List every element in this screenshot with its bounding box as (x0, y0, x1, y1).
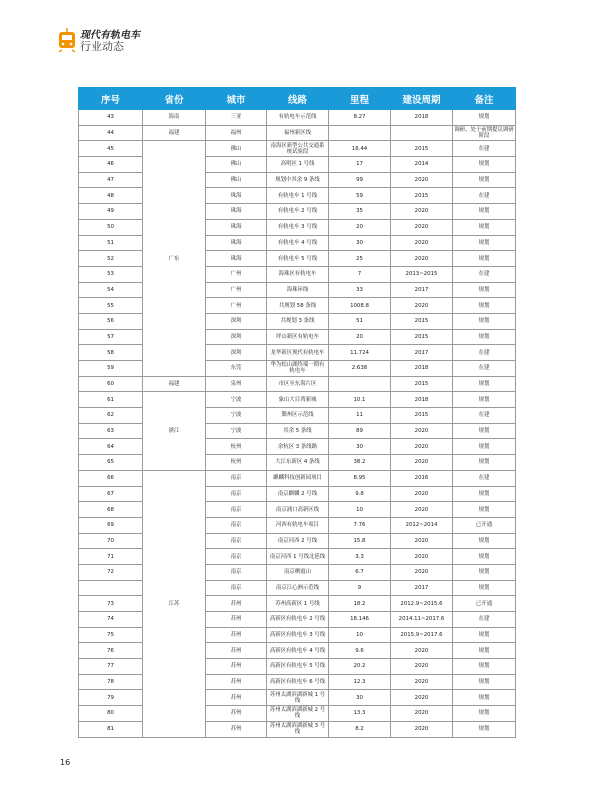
cell-mileage: 9 (329, 580, 391, 596)
cell-note: 规划 (453, 533, 516, 549)
cell-mileage: 3.3 (329, 549, 391, 565)
cell-mileage: 8.95 (329, 470, 391, 486)
cell-province: 浙江 (143, 392, 206, 470)
cell-no: 74 (79, 612, 143, 628)
cell-city: 佛山 (206, 141, 267, 157)
cell-line: 有轨电车 5 号线 (267, 251, 329, 267)
cell-city: 佛山 (206, 157, 267, 173)
cell-mileage: 8.27 (329, 110, 391, 126)
cell-note: 规划 (453, 251, 516, 267)
cell-note: 规划 (453, 282, 516, 298)
cell-line: 福州新区线 (267, 125, 329, 141)
cell-mileage: 18.146 (329, 612, 391, 628)
cell-mileage: 7 (329, 266, 391, 282)
cell-mileage: 20 (329, 329, 391, 345)
cell-line: 高明区 1 号线 (267, 157, 329, 173)
cell-note: 规划 (453, 110, 516, 126)
table-row (79, 470, 516, 486)
cell-period (391, 125, 453, 141)
cell-period: 2015 (391, 376, 453, 392)
cell-period: 2020 (391, 298, 453, 314)
cell-period: 2020 (391, 674, 453, 690)
cell-mileage (329, 125, 391, 141)
cell-no: 44 (79, 125, 143, 141)
cell-note: 规划 (453, 549, 516, 565)
cell-mileage: 10 (329, 627, 391, 643)
cell-city: 苏州 (206, 706, 267, 722)
cell-no: 43 (79, 110, 143, 126)
cell-line: 有轨电车 4 号线 (267, 235, 329, 251)
cell-mileage: 20 (329, 219, 391, 235)
cell-mileage: 89 (329, 423, 391, 439)
cell-period: 2020 (391, 643, 453, 659)
cell-note: 规划 (453, 627, 516, 643)
cell-mileage: 38.2 (329, 455, 391, 471)
cell-line: 海珠环线 (267, 282, 329, 298)
cell-line: 华为松山湖终端一期有轨电车 (267, 361, 329, 377)
cell-line: 南海区新型公共交通系统试验段 (267, 141, 329, 157)
col-header-city: 城市 (206, 88, 267, 110)
cell-line: 高新区有轨电车 6 号线 (267, 674, 329, 690)
cell-line: 大江东新区 4 条线 (267, 455, 329, 471)
cell-city: 南京 (206, 564, 267, 580)
cell-note: 规划 (453, 674, 516, 690)
cell-no: 57 (79, 329, 143, 345)
cell-line: 海珠区有轨电车 (267, 266, 329, 282)
cell-mileage: 25 (329, 251, 391, 267)
cell-city: 杭州 (206, 439, 267, 455)
cell-city: 苏州 (206, 627, 267, 643)
cell-note: 规划 (453, 219, 516, 235)
cell-province: 江苏 (143, 470, 206, 737)
cell-city: 苏州 (206, 721, 267, 737)
cell-city: 深圳 (206, 345, 267, 361)
col-header-line: 线路 (267, 88, 329, 110)
cell-period: 2020 (391, 486, 453, 502)
cell-city: 苏州 (206, 659, 267, 675)
cell-period: 2017 (391, 282, 453, 298)
cell-line: 苏州太湖滨湖新城 1 号线 (267, 690, 329, 706)
cell-province: 福建 (143, 125, 206, 141)
cell-note: 规划 (453, 157, 516, 173)
cell-city: 珠海 (206, 204, 267, 220)
cell-city: 苏州 (206, 612, 267, 628)
cell-no: 63 (79, 423, 143, 439)
cell-period: 2012.9~2015.6 (391, 596, 453, 612)
cell-mileage: 35 (329, 204, 391, 220)
cell-note: 在建 (453, 470, 516, 486)
cell-city: 南京 (206, 502, 267, 518)
table-header-row (79, 88, 516, 110)
cell-line: 高新区有轨电车 4 号线 (267, 643, 329, 659)
cell-city: 苏州 (206, 674, 267, 690)
cell-note: 规划 (453, 439, 516, 455)
cell-period: 2020 (391, 423, 453, 439)
cell-note: 规划 (453, 486, 516, 502)
cell-no: 45 (79, 141, 143, 157)
cell-no: 68 (79, 502, 143, 518)
cell-no (79, 580, 143, 596)
cell-line: 规划中其余 9 条线 (267, 172, 329, 188)
cell-period: 2017 (391, 345, 453, 361)
cell-mileage: 1008.8 (329, 298, 391, 314)
cell-no: 67 (79, 486, 143, 502)
cell-period: 2020 (391, 204, 453, 220)
cell-period: 2020 (391, 251, 453, 267)
cell-city: 宁波 (206, 423, 267, 439)
col-header-province: 省份 (143, 88, 206, 110)
cell-no: 75 (79, 627, 143, 643)
cell-city: 三亚 (206, 110, 267, 126)
cell-city: 广州 (206, 298, 267, 314)
cell-period: 2015.9~2017.6 (391, 627, 453, 643)
cell-city: 福州 (206, 125, 267, 141)
brand-title: 现代有轨电车 (80, 30, 140, 41)
cell-note: 在建 (453, 361, 516, 377)
cell-note: 规划 (453, 329, 516, 345)
cell-mileage: 7.76 (329, 517, 391, 533)
cell-period: 2018 (391, 361, 453, 377)
cell-line: 余杭区 3 条线路 (267, 439, 329, 455)
cell-mileage: 16.44 (329, 141, 391, 157)
cell-no: 62 (79, 408, 143, 424)
cell-city: 宁波 (206, 392, 267, 408)
cell-no: 73 (79, 596, 143, 612)
page-number: 16 (60, 758, 71, 767)
cell-line: 南京江心洲示范线 (267, 580, 329, 596)
cell-note: 规划 (453, 172, 516, 188)
cell-period: 2015 (391, 188, 453, 204)
cell-mileage: 12.3 (329, 674, 391, 690)
cell-city: 东莞 (206, 361, 267, 377)
cell-line: 南京河西 2 号线 (267, 533, 329, 549)
col-header-period: 建设周期 (391, 88, 453, 110)
cell-period: 2020 (391, 659, 453, 675)
cell-mileage: 59 (329, 188, 391, 204)
cell-no: 50 (79, 219, 143, 235)
cell-mileage: 9.8 (329, 486, 391, 502)
cell-mileage: 18.2 (329, 596, 391, 612)
table-row (79, 110, 516, 126)
cell-no: 71 (79, 549, 143, 565)
table-row (79, 125, 516, 141)
cell-period: 2020 (391, 690, 453, 706)
cell-city: 苏州 (206, 690, 267, 706)
cell-note: 在建 (453, 612, 516, 628)
cell-period: 2018 (391, 110, 453, 126)
cell-line: 南京栖霞山 (267, 564, 329, 580)
cell-city: 广州 (206, 266, 267, 282)
cell-city: 南京 (206, 517, 267, 533)
tram-lines-table (78, 87, 516, 738)
cell-note: 在建 (453, 141, 516, 157)
cell-no: 48 (79, 188, 143, 204)
cell-note: 在建 (453, 408, 516, 424)
cell-no: 58 (79, 345, 143, 361)
tram-logo-icon (58, 28, 76, 52)
cell-mileage: 11.724 (329, 345, 391, 361)
cell-city: 南京 (206, 486, 267, 502)
cell-note: 规划 (453, 690, 516, 706)
cell-no: 69 (79, 517, 143, 533)
cell-line: 麒麟科技创新园项目 (267, 470, 329, 486)
cell-period: 2015 (391, 313, 453, 329)
cell-line: 坪山新区有轨电车 (267, 329, 329, 345)
cell-note: 规划 (453, 313, 516, 329)
cell-period: 2017 (391, 580, 453, 596)
cell-note: 规划 (453, 204, 516, 220)
cell-line: 高新区有轨电车 5 号线 (267, 659, 329, 675)
cell-line: 高新区有轨电车 3 号线 (267, 627, 329, 643)
cell-line: 南京浦口高新区线 (267, 502, 329, 518)
cell-line: 象山大目湾新城 (267, 392, 329, 408)
cell-note: 规划 (453, 643, 516, 659)
cell-period: 2015 (391, 408, 453, 424)
cell-period: 2016 (391, 470, 453, 486)
cell-city: 南京 (206, 549, 267, 565)
table-body (79, 110, 516, 738)
cell-no: 72 (79, 564, 143, 580)
cell-line: 有轨电车示范线 (267, 110, 329, 126)
cell-line: 苏州太湖滨湖新城 2 号线 (267, 706, 329, 722)
cell-period: 2020 (391, 219, 453, 235)
cell-note: 规划 (453, 455, 516, 471)
cell-mileage (329, 376, 391, 392)
cell-no: 60 (79, 376, 143, 392)
cell-mileage: 99 (329, 172, 391, 188)
cell-line: 苏州太湖滨湖新城 3 号线 (267, 721, 329, 737)
cell-period: 2018 (391, 392, 453, 408)
cell-note: 规划 (453, 580, 516, 596)
cell-no: 81 (79, 721, 143, 737)
cell-period: 2014 (391, 157, 453, 173)
cell-period: 2012~2014 (391, 517, 453, 533)
col-header-mileage: 里程 (329, 88, 391, 110)
cell-city: 南京 (206, 580, 267, 596)
cell-period: 2020 (391, 235, 453, 251)
cell-mileage: 20.2 (329, 659, 391, 675)
cell-mileage: 51 (329, 313, 391, 329)
cell-note: 在建 (453, 266, 516, 282)
cell-note: 规划 (453, 502, 516, 518)
cell-no: 76 (79, 643, 143, 659)
cell-no: 59 (79, 361, 143, 377)
cell-city: 珠海 (206, 188, 267, 204)
cell-city: 苏州 (206, 596, 267, 612)
table-row (79, 392, 516, 408)
cell-mileage: 10.1 (329, 392, 391, 408)
cell-line: 市区至东海片区 (267, 376, 329, 392)
cell-note: 在建 (453, 345, 516, 361)
cell-no: 64 (79, 439, 143, 455)
cell-line: 龙华新区现代有轨电车 (267, 345, 329, 361)
cell-mileage: 13.3 (329, 706, 391, 722)
cell-city: 深圳 (206, 313, 267, 329)
cell-note: 规划 (453, 706, 516, 722)
cell-no: 46 (79, 157, 143, 173)
cell-period: 2020 (391, 549, 453, 565)
cell-no: 49 (79, 204, 143, 220)
cell-note: 已开通 (453, 517, 516, 533)
cell-period: 2020 (391, 502, 453, 518)
cell-no: 65 (79, 455, 143, 471)
cell-city: 苏州 (206, 643, 267, 659)
cell-line: 有轨电车 2 号线 (267, 204, 329, 220)
cell-province: 广东 (143, 141, 206, 376)
cell-period: 2013~2015 (391, 266, 453, 282)
cell-period: 2020 (391, 455, 453, 471)
cell-period: 2015 (391, 141, 453, 157)
cell-no: 56 (79, 313, 143, 329)
cell-no: 78 (79, 674, 143, 690)
cell-mileage: 30 (329, 439, 391, 455)
cell-city: 深圳 (206, 329, 267, 345)
cell-mileage: 11 (329, 408, 391, 424)
cell-province: 福建 (143, 376, 206, 392)
cell-mileage: 10 (329, 502, 391, 518)
cell-mileage: 15.8 (329, 533, 391, 549)
cell-note: 规划 (453, 659, 516, 675)
cell-city: 珠海 (206, 235, 267, 251)
cell-city: 南京 (206, 533, 267, 549)
cell-note: 规划 (453, 298, 516, 314)
cell-line: 其余 5 条线 (267, 423, 329, 439)
cell-line: 河西有轨电车项目 (267, 517, 329, 533)
cell-note: 在建 (453, 188, 516, 204)
cell-mileage: 33 (329, 282, 391, 298)
cell-period: 2020 (391, 706, 453, 722)
cell-city: 广州 (206, 282, 267, 298)
cell-line: 共规划 3 条线 (267, 313, 329, 329)
cell-line: 有轨电车 3 号线 (267, 219, 329, 235)
cell-note: 规划 (453, 376, 516, 392)
cell-city: 南京 (206, 470, 267, 486)
table-row (79, 141, 516, 157)
cell-note: 规划 (453, 392, 516, 408)
cell-note: 规划 (453, 564, 516, 580)
cell-no: 52 (79, 251, 143, 267)
cell-period: 2020 (391, 439, 453, 455)
cell-city: 泉州 (206, 376, 267, 392)
cell-line: 有轨电车 1 号线 (267, 188, 329, 204)
cell-mileage: 2.638 (329, 361, 391, 377)
cell-no: 61 (79, 392, 143, 408)
cell-line: 南京麒麟 2 号线 (267, 486, 329, 502)
cell-city: 佛山 (206, 172, 267, 188)
cell-no: 47 (79, 172, 143, 188)
cell-note: 已开通 (453, 596, 516, 612)
cell-period: 2020 (391, 533, 453, 549)
cell-city: 珠海 (206, 251, 267, 267)
cell-mileage: 8.2 (329, 721, 391, 737)
cell-no: 80 (79, 706, 143, 722)
cell-province: 海南 (143, 110, 206, 126)
cell-note: 规划 (453, 235, 516, 251)
cell-line: 南京河西 1 号线北延线 (267, 549, 329, 565)
cell-mileage: 17 (329, 157, 391, 173)
cell-period: 2020 (391, 564, 453, 580)
cell-city: 珠海 (206, 219, 267, 235)
cell-note: 调研、处于前期提议调研阶段 (454, 127, 514, 140)
cell-note: 规划 (453, 423, 516, 439)
cell-mileage: 6.7 (329, 564, 391, 580)
section-title: 行业动态 (80, 40, 124, 53)
cell-no: 66 (79, 470, 143, 486)
cell-line: 高新区有轨电车 2 号线 (267, 612, 329, 628)
cell-no: 79 (79, 690, 143, 706)
col-header-note: 备注 (453, 88, 516, 110)
cell-period: 2014.11~2017.6 (391, 612, 453, 628)
cell-line: 苏州高新区 1 号线 (267, 596, 329, 612)
cell-no: 51 (79, 235, 143, 251)
cell-line: 鄞州区示范线 (267, 408, 329, 424)
cell-note: 规划 (453, 721, 516, 737)
cell-no: 55 (79, 298, 143, 314)
cell-period: 2020 (391, 721, 453, 737)
cell-line: 共规划 58 条线 (267, 298, 329, 314)
cell-period: 2015 (391, 329, 453, 345)
cell-mileage: 30 (329, 690, 391, 706)
cell-no: 53 (79, 266, 143, 282)
cell-no: 70 (79, 533, 143, 549)
cell-no: 77 (79, 659, 143, 675)
cell-city: 杭州 (206, 455, 267, 471)
cell-mileage: 9.6 (329, 643, 391, 659)
cell-no: 54 (79, 282, 143, 298)
cell-city: 宁波 (206, 408, 267, 424)
cell-mileage: 30 (329, 235, 391, 251)
col-header-no: 序号 (79, 88, 143, 110)
cell-period: 2020 (391, 172, 453, 188)
table-row (79, 376, 516, 392)
